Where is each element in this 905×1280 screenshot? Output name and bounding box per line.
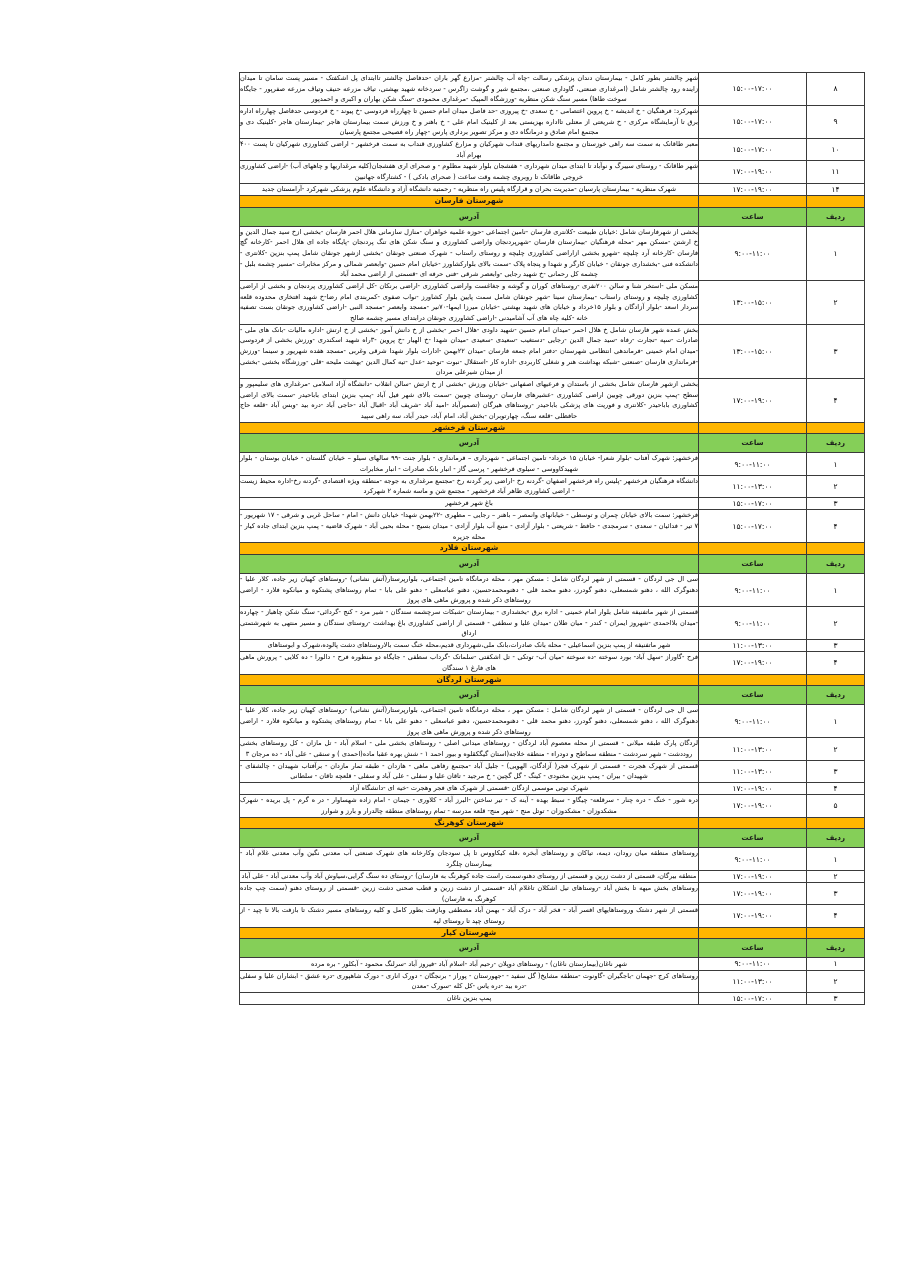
address-cell: روستاهای منطقه میان رودان، دیمه، تیاکان و روستاهای آبخره ،قله کیکاووس تا پل سودجان وکارخانه های شهرک صنعتی آب معدنی نگین وآب معدنی غلام آباد - بیمارستان چلگرد	[240, 848, 699, 870]
address-cell: سی ال جی لردگان - قسمتی از شهر لردگان شامل : مسکن مهر ، محله درمانگاه تامین اجتماعی، بلوارپرستار(آتش نشانی) -روستاهای کهیان زیر جاده، کلار علیا - دهنوگرک الله ، دهنو شمسعلی، دهنو گودرز، دهنو محمد قلی - دهنومحمدحسین، دهنو عباسعلی - دهنو علی بابا - تمام روستاهای پشتکوه و میانکوه فلارد - اراضی روستاهای ذکر شده و پرورش ماهی های پروژ	[240, 705, 699, 738]
column-header-radif: ردیف	[807, 939, 865, 958]
county-header-spacer-saat	[699, 543, 807, 555]
outage-time-cell: ۱۱:۰۰-۱۳:۰۰	[699, 475, 807, 497]
county-header-spacer-radif	[807, 817, 865, 829]
table-row	[240, 379, 865, 423]
column-header-saat: ساعت	[699, 434, 807, 453]
row-number-cell: ۱	[807, 574, 865, 607]
table-row	[240, 475, 865, 497]
column-header-row	[240, 686, 865, 705]
column-header-row	[240, 207, 865, 226]
table-row	[240, 106, 865, 139]
table-row	[240, 795, 865, 817]
outage-time-cell: ۹:۰۰-۱۱:۰۰	[699, 958, 807, 970]
table-row	[240, 281, 865, 325]
table-row	[240, 574, 865, 607]
outage-time-cell: ۱۷:۰۰-۱۹:۰۰	[699, 883, 807, 905]
table-row	[240, 139, 865, 161]
county-header-spacer-saat	[699, 674, 807, 686]
row-number-cell: ۳	[807, 883, 865, 905]
address-cell: فرح -گاوراز -سهل آباد- بورد سوخته -ده سوخته -میان آب- توتکی - تل اشکفتی -سلماتک -گرداب سطفی - جایگاه دو منظوره فرح - دالورا - ده کلایی - پرورش ماهی های فارغ ۱ سندگان	[240, 652, 699, 674]
address-cell: شهر ناغان(بیمارستان ناغان) - روستاهای دوپلان -رحیم آباد -اسلام آباد -فیروز آباد -سرلنگ محمود - آبکلور - بره مرده	[240, 958, 699, 970]
address-cell: بخشی ازشهر فارسان شامل بخشی از باستدان و فرعیهای اصفهانی -خیابان ورزش -بخشی از خ ارتش -سالن انقلاب -دانشگاه آزاد اسلامی -مرغداری های سلیمپور و سطح -پمپ بنزین دورقی چوبین اراضی کشاورزی -عشیرهای فارسان -روستای چوبین -سمت بالای شهر فیل آباد -پمپ بنزین ابتدای باباحیدر -سمت بالای اراضی کشاورزی باباحیدر -کلانتری و فوریت های پزشکی باباحیدر -روستاهای هیرگان (تصمیرآباد -امید آباد -شریف آباد -اقبال آباد -حاجی آباد -دره بید -وبس آباد -قلعه حاج حافظلی -قلعه سنگ، چهارتوبران -بخش آباد، امام آباد، حیدر آباد، سه راهی سپید	[240, 379, 699, 423]
column-header-row	[240, 939, 865, 958]
address-cell: دره شور - خنگ - دره چنار - سرقلعه- چیگاو - سبط بهده - آینه ک - تیر ساختن -البرز آباد - کلاوری - جیمان - امام زاده شهساوار - در ه گرم - پل بریده - شهرک مشکدوزان - مشکدوزان - توتل منج - شهر منج- قلعه مدرسه - تمام روستاهای منطقه چالدرار و بارز و شوارز	[240, 795, 699, 817]
column-header-radif: ردیف	[807, 555, 865, 574]
column-header-radif: ردیف	[807, 434, 865, 453]
address-cell: لردگان پارک طبقه میلانی - قسمتی از محله معصوم آباد لردگان - روستاهای میدانی اصلی - روستاهای بخشی ملی - اسلام آباد - تل مازان - کل روستاهای بخشی روددشت - شهر سردشت - منطقه سماطح و دودراء - منطقه خلاجه(استان گیگکقلوه و بیور احمد ۱ - شش بهره عقبا ماده(احمدی ) و سنقی - علی آباد - ده مرجان ۳	[240, 738, 699, 760]
county-title: شهرستان کوهرنگ	[240, 817, 699, 829]
table-row	[240, 73, 865, 106]
outage-time-cell: ۱۱:۰۰-۱۳:۰۰	[699, 970, 807, 992]
row-number-cell: ۴	[807, 783, 865, 795]
outage-time-cell: ۱۷:۰۰-۱۹:۰۰	[699, 379, 807, 423]
column-header-row	[240, 555, 865, 574]
outage-time-cell: ۱۵:۰۰-۱۷:۰۰	[699, 510, 807, 543]
table-row	[240, 183, 865, 195]
address-cell: قسمتی از شهر دشتک وروستاهایهای افسر آباد - فخر آباد - دزک آباد - بهمن آباد مصطفی وبازفت بطور کامل و کلیه روستاهای مسیر دشتک تا بازفت بالا تا چپد - از روستای چپد تا روستای لپه	[240, 905, 699, 927]
row-number-cell: ۱	[807, 848, 865, 870]
table-row	[240, 905, 865, 927]
table-row	[240, 607, 865, 640]
address-cell: معبر طاقانک به سمت سه راهی خوزستان و مجتمع دامداریهای قنداب شهرکیان و مزارع کشاورزی قنداب به سمت فرخشهر - اراضی کشاورزی شهرکیان تا پست ۴۰۰ بهرام آباد	[240, 139, 699, 161]
table-row	[240, 324, 865, 378]
address-cell: مسکن ملی -استخر شنا و سالن ۲۰۰نفری -روستاهای کوران و گوشه و جغاغست واراضی کشاورزی -اراضی برنکان -کل اراضی کشاورزی پردنجان و بخشی از اراضی کشاورزی چلیچه و روستای راستاب -بیمارستان سینا -شهر جونقان شامل سمت پایین بلوار کشاورز -نواب صفوی -کمربندی امام رضا-خ شهید افتخاری محدوده قلعه سردار اسعد -بلوار آزادگان و بلوار ۱۵خرداد و خیابان های شهید بهشتی -خیابان میرزا ایمها-۷۰نیر -مسجد وابعصر -مسجد النبی -اراضی کشاورزی جونقان بست تصفیه خانه -کلیه چاه های آب آشامیدنی -اراضی کشاورزی جونقان درابتدای مسیر چشمه صالح	[240, 281, 699, 325]
table-row	[240, 705, 865, 738]
county-header-row	[240, 543, 865, 555]
address-cell: شهر طاقانک - روستای سیبرگ و نوآباد تا ابتدای میدان شهرداری - هفشجان بلوار شهید مظلوم - و صحرای اری هفشجان(کلیه مرغداریها و چاههای آب) -اراضی کشاورزی خروجی طاقانک تا روبروی چشمه وقت ساعت ( صحرای بادکی ) - کشتارگاه جهانبین	[240, 161, 699, 183]
table-row	[240, 640, 865, 652]
outage-time-cell: ۱۷:۰۰-۱۹:۰۰	[699, 161, 807, 183]
column-header-adres: آدرس	[240, 939, 699, 958]
row-number-cell: ۱	[807, 453, 865, 475]
column-header-adres: آدرس	[240, 829, 699, 848]
outage-time-cell: ۱۷:۰۰-۱۹:۰۰	[699, 905, 807, 927]
county-title: شهرستان فلارد	[240, 543, 699, 555]
column-header-radif: ردیف	[807, 686, 865, 705]
row-number-cell: ۳	[807, 760, 865, 782]
column-header-saat: ساعت	[699, 555, 807, 574]
row-number-cell: ۴	[807, 905, 865, 927]
county-title: شهرستان فرخشهر	[240, 422, 699, 434]
outage-time-cell: ۹:۰۰-۱۱:۰۰	[699, 848, 807, 870]
row-number-cell: ۵	[807, 795, 865, 817]
outage-time-cell: ۹:۰۰-۱۱:۰۰	[699, 705, 807, 738]
address-cell: سی ال جی لردگان - قسمتی از شهر لردگان شامل : مسکن مهر ، محله درمانگاه تامین اجتماعی، بلوارپرستار(آتش نشانی) -روستاهای کهیان زیر جاده، کلار علیا - دهنوگرک الله ، دهنو شمسعلی، دهنو گودرز، دهنو محمد قلی - دهنومحمدحسین، دهنو عباسعلی - دهنو علی بابا - تمام روستاهای پشتکوه و میانکوه فلارد - اراضی روستاهای ذکر شده و پرورش ماهی های پروژ	[240, 574, 699, 607]
county-header-spacer-radif	[807, 543, 865, 555]
outage-time-cell: ۱۵:۰۰-۱۷:۰۰	[699, 498, 807, 510]
county-header-spacer-radif	[807, 195, 865, 207]
table-row	[240, 510, 865, 543]
row-number-cell: ۲	[807, 607, 865, 640]
county-header-spacer-saat	[699, 195, 807, 207]
row-number-cell: ۲	[807, 475, 865, 497]
county-header-row	[240, 927, 865, 939]
row-number-cell: ۱	[807, 705, 865, 738]
address-cell: منطقه بیرگان، قسمتی از دشت زرین و قسمتی از روستای دهنو،سمت راست جاده کوهرنگ به فارسان) -روستای ده سنگ گرایی،سیاوش آباد وآب معدنی آباد - علی آباد	[240, 870, 699, 882]
table-row	[240, 993, 865, 1005]
table-row	[240, 970, 865, 992]
row-number-cell: ۴	[807, 652, 865, 674]
county-title: شهرستان لردگان	[240, 674, 699, 686]
row-number-cell: ۸	[807, 73, 865, 106]
address-cell: قسمتی از شهرک هجرت - قسمتی از شهرک فجر( آزادگان، الهویی) - جلیل آباد -مجتمع رفاهی ماهی - هازدان - طبقه تمار مازدان - برآفتاب شهیدان - چالشفای - شهیدان - بیران - پمپ بنزین مخنودی - کینگ - گل گچین - خ مرجید - تاقان علیا و سفلی - علی آباد و سفلی - قلعچه تاقان - سلطانی	[240, 760, 699, 782]
table-row	[240, 738, 865, 760]
row-number-cell: ۲	[807, 281, 865, 325]
county-header-spacer-saat	[699, 422, 807, 434]
outage-time-cell: ۱۷:۰۰-۱۹:۰۰	[699, 870, 807, 882]
row-number-cell: ۳	[807, 993, 865, 1005]
column-header-row	[240, 434, 865, 453]
row-number-cell: ۳	[807, 324, 865, 378]
county-header-spacer-saat	[699, 817, 807, 829]
county-title: شهرستان کیار	[240, 927, 699, 939]
outage-time-cell: ۱۵:۰۰-۱۷:۰۰	[699, 139, 807, 161]
table-row	[240, 453, 865, 475]
table-row	[240, 883, 865, 905]
county-header-row	[240, 195, 865, 207]
outage-time-cell: ۹:۰۰-۱۱:۰۰	[699, 607, 807, 640]
address-cell: شهر چالشتر بطور کامل - بیمارستان دندان پزشکی رسالت -چاه آب چالشتر -مزارع گهر باران -حدفاصل چالشتر تاابتدای پل اشکفتک - مسیر پست سامان تا میدان زاینده رود چالشتر شامل (امرغداری صنعتی، گاوداری صنعتی ،مجتمع شیر و گوشت زاگرس - سردخانه شهید بهشتی، تیاف مزرعه حنیف وتیاف مزرعه صفرپور - جایگاه سوخت طاها) مسیر سنگ شکن منظریه -ورزشگاه المپیک -مرغداری محمودی -سنگ شکن بهاران و اکبری و احمدپور	[240, 73, 699, 106]
address-cell: بخش عمده شهر فارسان شامل خ هلال احمر -میدان امام حسین -شهید داودی -هلال احمر -بخشی از خ دانش آموز -بخشی از خ ارتش -اداره مالیات -بانک های ملی - صادرات -سپه -تجارت -رفاه -سید جمال الدین -رجایی -دستغیب -سعیدی -سعیدی -میدان شهدا -خ الهیار -خ پروین -۳راه شهید اسکندری -ورزش بخشی از فردوسی -میدان امام خمینی -فرماندهی انتظامی شهرستان -دفتر امام جمعه فارسان -میدان ۲۲بهمن -ادارات بلوار شهدا شرقی وغربی -مسجد هفده شهریور و سینما -ورزش -فرمانداری فارسان -صنعتی -شبکه بهداشت هنر و شغلی کاربردی -اداره کار -استقلال -نبوت -توحید -عدل -تیه کمال الدین -بهشت ملیحه -قلی -ورزشگاه بخشی -بخشی از میدان شیرعلی مردان	[240, 324, 699, 378]
outage-time-cell: ۱۵:۰۰-۱۷:۰۰	[699, 106, 807, 139]
row-number-cell: ۱۱	[807, 161, 865, 183]
table-row	[240, 870, 865, 882]
county-header-row	[240, 817, 865, 829]
table-row	[240, 958, 865, 970]
address-cell: شهرک توتی موسمی ازدگان -قسمتی از شهرک های فجر وهجرت -خیه ای -دانشگاه آزاد	[240, 783, 699, 795]
address-cell: دانشگاه فرهنگیان فرخشهر -پلیس راه فرخشهر اصفهان -گردنه رخ -اراضی زیر گردنه رخ -مجتمع مرغداری به جوجه -منطقه ویژه اقتصادی -گردنه رخ-اداره محیط زیست - اراضی کشاورزی ظاهر آباد فرخشهر - مجتمع شن و ماسه شماره ۲ شهرکرد	[240, 475, 699, 497]
outage-time-cell: ۱۱:۰۰-۱۳:۰۰	[699, 738, 807, 760]
row-number-cell: ۱	[807, 226, 865, 280]
address-cell: فرخشهر: شهرک آفتاب -بلوار شعرا- خیابان ۱۵ خرداد- تامین اجتماعی - شهرداری – فرمانداری - بلوار جنت -۹۹ سالهای سیلو – خیابان گلستان - خیابان بوستان - بلوار شهیدکاووسی - سیلوی فرخشهر - پرسی گاز - انبار بانک صادرات - انبار مخابرات	[240, 453, 699, 475]
column-header-adres: آدرس	[240, 555, 699, 574]
address-cell: قسمتی از شهر ماتفنیفه شامل بلوار امام خمینی - اداره برق -بخشداری - بیمارستان -شبکات سرچشمه سندگان - شیر مرد - کنج -گردائی- سنگ شکن چاهباز - چهارده -میدان بلااحمدی -شهروز ایمران - کندر - میان طلان -میدان علیا و سطفی - قسمتی از اراضی کشاورزی باغ بهداشت -روستای سندگان و مسیر منتهی به شهرشتمتی ارداق	[240, 607, 699, 640]
column-header-saat: ساعت	[699, 829, 807, 848]
address-cell: شهرک منظریه - بیمارستان پارسیان -مدیریت بحران و قرارگاه پلیس راه منظریه - رحمتیه دانشگاه آزاد و دانشگاه علوم پزشکی شهرکرد -آرامستان جدید	[240, 183, 699, 195]
address-cell: باغ شهر فرخشهر	[240, 498, 699, 510]
row-number-cell: ۱	[807, 958, 865, 970]
address-cell: روستاهای کرج -جهمان -باجگیران -گاونوت -منطقه مشایخ( گل سفید - -جهورستان - پوراز - برنجگان - دورک اناری - دورک شاهپوری -دره عشق - ابشاران علیا و سفلی -دره بید -دره یاس -کل کله -سورک -معدن	[240, 970, 699, 992]
address-cell: فرخشهر: سمت بالای خیابان چمران و توسطی - خیابانهای وانمصر – باهنر – رجایی – مطهری -۲۲بهمن شهدا- خیابان دانش - امام - ساحل غربی و شرقی - ۱۷ شهریور - ۷ تیر - فدائیان - سعدی - سرمجدی - حافظ - شریعتی - بلوار آزادی - منبع آب بلوار آزادی - میدان بسیج - محله بحیی آباد - شهرک قاضیه - پمپ بنزین ابتدای جاده کیار - محله جزیره	[240, 510, 699, 543]
row-number-cell: ۲	[807, 970, 865, 992]
row-number-cell: ۲	[807, 738, 865, 760]
column-header-saat: ساعت	[699, 939, 807, 958]
address-cell: پمپ بنزین ناغان	[240, 993, 699, 1005]
row-number-cell: ۱۴	[807, 183, 865, 195]
outage-time-cell: ۱۱:۰۰-۱۳:۰۰	[699, 640, 807, 652]
table-row	[240, 652, 865, 674]
outage-time-cell: ۹:۰۰-۱۱:۰۰	[699, 453, 807, 475]
address-cell: شهرکرد: فرهنگیان - خ اندیشه - خ پروین اعتصامی - خ سعدی -خ پیروزی -حد فاصل میدان امام حسین تا چهارراه فردوسی -خ پیوند - خ فردوسی حدفاصل چهارراه اداره برق تا آزمایشگاه مرکزی - خ شریعتی از معتلی تااداره بهزیستی بعد از کلینیک امام علی - خ باهنر و خ ورزش سمت بیمارستان هاجر -بیمارستان هاجر -کلینیک دی و مجتمع امام صادق و درمانگاه دی و مرکز تصویر برداری پارس -چهار راه فصیحی مجتمع پارسیان	[240, 106, 699, 139]
county-header-spacer-radif	[807, 422, 865, 434]
outage-time-cell: ۹:۰۰-۱۱:۰۰	[699, 574, 807, 607]
table-row	[240, 161, 865, 183]
table-row	[240, 498, 865, 510]
outage-time-cell: ۱۷:۰۰-۱۹:۰۰	[699, 652, 807, 674]
outage-schedule-table	[239, 72, 865, 1005]
outage-time-cell: ۱۷:۰۰-۱۹:۰۰	[699, 183, 807, 195]
address-cell: روستاهای بخش میهه تا بخش آباد -روستاهای تیل اشکلان تاغلام آباد -قسمتی از دشت زرین و قطب صحنی دشت زرین -قسمتی از روستای دهنو (سمت چپ جاده کوهرنگ به فارسان)	[240, 883, 699, 905]
outage-time-cell: ۱۵:۰۰-۱۷:۰۰	[699, 73, 807, 106]
column-header-row	[240, 829, 865, 848]
table-row	[240, 848, 865, 870]
column-header-saat: ساعت	[699, 207, 807, 226]
table-row	[240, 783, 865, 795]
row-number-cell: ۳	[807, 640, 865, 652]
column-header-adres: آدرس	[240, 434, 699, 453]
column-header-radif: ردیف	[807, 207, 865, 226]
row-number-cell: ۴	[807, 510, 865, 543]
address-cell: شهر ماتفنیفه از پمپ بنزین اسماعیلی - محله بانک صادرات،بانک ملی،شهرداری قدیم،محله خنگ سمت بالاروستاهای دشت پالوده،شهرک و ابوستاهای	[240, 640, 699, 652]
address-cell: بخشی از شهرفارسان شامل :خیابان طبیعت -کلانتری فارسان -تامین اجتماعی -حوزه علمیه خواهران -منازل سازمانی هلال احمر فارسان -بخشی ازخ سید جمال الدین و خ ارشتن -مسکن مهر -محله فرهنگیان -بیمارستان فارسان -شهرپردنجان واراضی کشاورزی و سنگ شکن های تنگ پردنجان -پایگاه جاده ای هلال احمر -کارخانه گچ فارسان -کارخانه آرد چلیچه -شهرو بخشی ازاراضی کشاورزی چلیچه و روستای راستاب - شهرک صنعتی جونقان -بخشی ازشهر جونقان شامل پمپ بنزین -کلانتری - دانشکده فنی -بخشداری جونقان - خیابان کارگر و شهدا و پنجاه پلاک -سمت بالای بلوارکشاورز -خیابان امام حسین -وابعصر شمالی و مرکز مخابرات -مسیر چشمه بلبل - چشمه کل رحمانی -خ شهید رجایی -وابعصر شرقی -فنی حرفه ای -قسمتی از اراضی محمد آباد	[240, 226, 699, 280]
row-number-cell: ۳	[807, 498, 865, 510]
outage-time-cell: ۱۵:۰۰-۱۷:۰۰	[699, 993, 807, 1005]
row-number-cell: ۹	[807, 106, 865, 139]
table-row	[240, 760, 865, 782]
outage-time-cell: ۱۱:۰۰-۱۳:۰۰	[699, 760, 807, 782]
county-title: شهرستان فارسان	[240, 195, 699, 207]
column-header-radif: ردیف	[807, 829, 865, 848]
table-row	[240, 226, 865, 280]
outage-time-cell: ۹:۰۰-۱۱:۰۰	[699, 226, 807, 280]
county-header-row	[240, 674, 865, 686]
row-number-cell: ۲	[807, 870, 865, 882]
county-header-spacer-radif	[807, 674, 865, 686]
county-header-spacer-radif	[807, 927, 865, 939]
column-header-saat: ساعت	[699, 686, 807, 705]
county-header-spacer-saat	[699, 927, 807, 939]
county-header-row	[240, 422, 865, 434]
column-header-adres: آدرس	[240, 686, 699, 705]
outage-time-cell: ۱۳:۰۰-۱۵:۰۰	[699, 281, 807, 325]
outage-time-cell: ۱۷:۰۰-۱۹:۰۰	[699, 783, 807, 795]
row-number-cell: ۴	[807, 379, 865, 423]
outage-time-cell: ۱۷:۰۰-۱۹:۰۰	[699, 795, 807, 817]
column-header-adres: آدرس	[240, 207, 699, 226]
row-number-cell: ۱۰	[807, 139, 865, 161]
outage-time-cell: ۱۳:۰۰-۱۵:۰۰	[699, 324, 807, 378]
